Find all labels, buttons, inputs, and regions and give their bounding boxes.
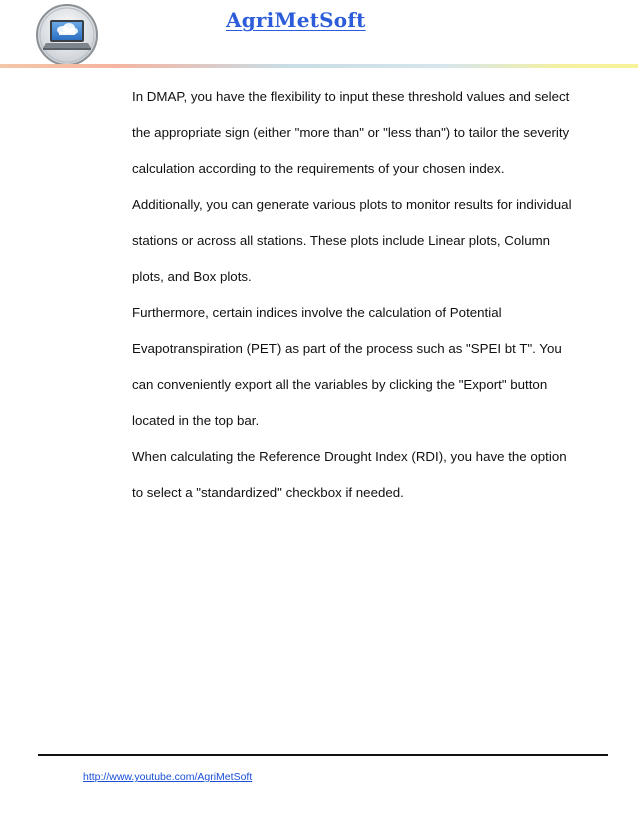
footer-divider: [38, 754, 608, 756]
paragraph-rdi: When calculating the Reference Drought Index (RDI), you have the option to select a "standardized" checkbox if needed.: [132, 449, 567, 500]
paragraph-threshold: In DMAP, you have the flexibility to input these threshold values and select the appropriate sign (either "more than" or "less than") to tailor the severity calculation according to the requirements of your chosen index.: [132, 89, 570, 176]
header-divider: [0, 64, 638, 68]
laptop-cloud-logo-icon: [35, 3, 99, 67]
brand-title[interactable]: AgriMetSoft: [226, 8, 366, 32]
youtube-link[interactable]: http://www.youtube.com/AgriMetSoft: [83, 771, 253, 783]
body-text: [132, 79, 572, 511]
paragraph-pet-export: Furthermore, certain indices involve the calculation of Potential Evapotranspiration (PET) as part of the process such as "SPEI bt T". You can conveniently export all the variables by clicking the "Export" button located in the top bar.: [132, 305, 562, 428]
paragraph-plots: Additionally, you can generate various plots to monitor results for individual stations or across all stations. These plots include Linear plots, Column plots, and Box plots.: [132, 197, 572, 284]
